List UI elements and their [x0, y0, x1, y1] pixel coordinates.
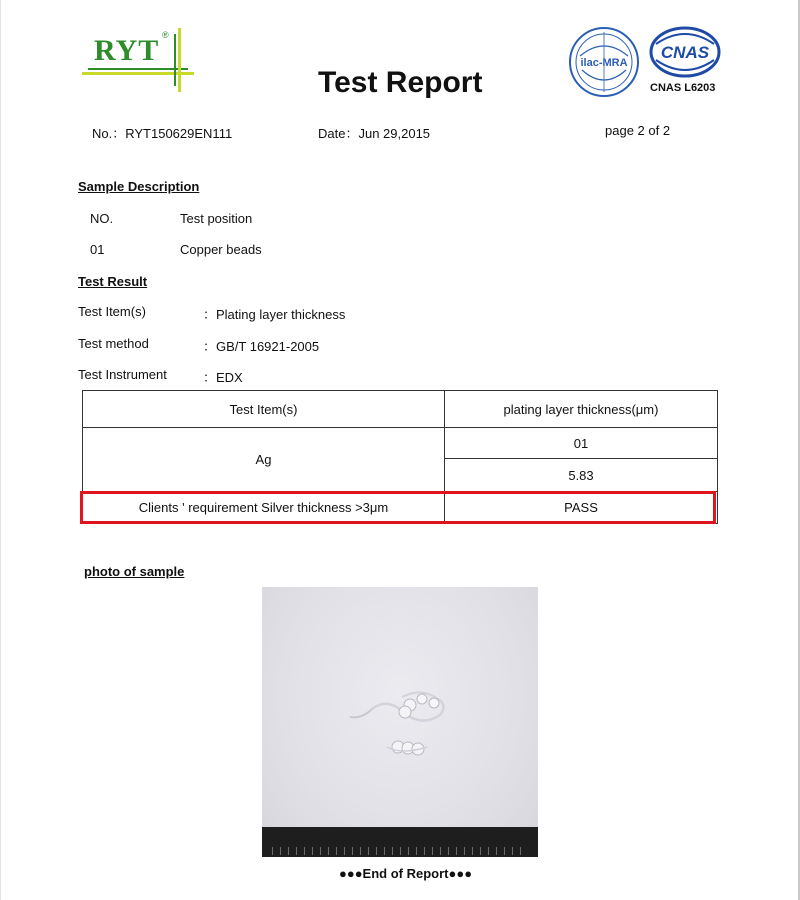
photo-heading: photo of sample [84, 564, 185, 579]
sample-beads-image [262, 587, 538, 857]
col-test-item-header: Test Item(s) [83, 391, 445, 428]
test-method-label: Test method [78, 336, 149, 351]
cnas-label: CNAS [660, 43, 710, 62]
sample-description-heading: Sample Description [78, 179, 200, 194]
photo-ruler-ticks [272, 847, 528, 855]
logo-bar-inner [174, 34, 176, 86]
table-row [83, 428, 718, 459]
logo-text: RYT [94, 34, 160, 67]
thickness-cell: 5.83 [445, 459, 718, 492]
col-thickness-header: plating layer thickness(μm) [445, 391, 718, 428]
cnas-number: CNAS L6203 [650, 82, 716, 94]
logo-bar [178, 28, 181, 92]
requirement-cell: Clients ' requirement Silver thickness >3μm [83, 492, 445, 524]
test-result-heading: Test Result [78, 274, 148, 289]
cnas-icon [648, 24, 722, 80]
ilac-label: ilac-MRA [580, 57, 628, 69]
test-instrument-label: Test Instrument [78, 367, 167, 382]
requirement-highlight [80, 491, 716, 524]
test-item-label: Test Item(s) [78, 304, 146, 319]
registered-mark: ® [162, 30, 169, 40]
sample-no-value: 01 [90, 242, 105, 257]
sample-no-header: NO. [90, 211, 114, 226]
report-number: No.：RYT150629EN111 [92, 126, 233, 141]
page-edge-left [0, 0, 1, 900]
verdict-cell: PASS [445, 492, 718, 524]
ilac-mra-icon [568, 26, 640, 98]
sample-position-header: Test position [180, 211, 253, 226]
logo-rule-inner [88, 68, 188, 70]
page-title: Test Report [318, 66, 483, 99]
ryt-logo [82, 28, 194, 94]
sample-position-value: Copper beads [180, 242, 262, 257]
sample-no-cell: 01 [445, 428, 718, 459]
sample-photo [262, 587, 538, 857]
report-date: Date：Jun 29,2015 [318, 126, 431, 141]
element-cell: Ag [83, 428, 445, 492]
page-number: page 2 of 2 [605, 123, 671, 138]
table-header-row [83, 391, 718, 428]
test-item-value: ：Plating layer thickness [203, 307, 346, 322]
test-instrument-value: ：EDX [203, 370, 243, 385]
test-method-value: ：GB/T 16921-2005 [203, 339, 320, 354]
end-of-report: ●●●End of Report●●● [339, 866, 473, 881]
